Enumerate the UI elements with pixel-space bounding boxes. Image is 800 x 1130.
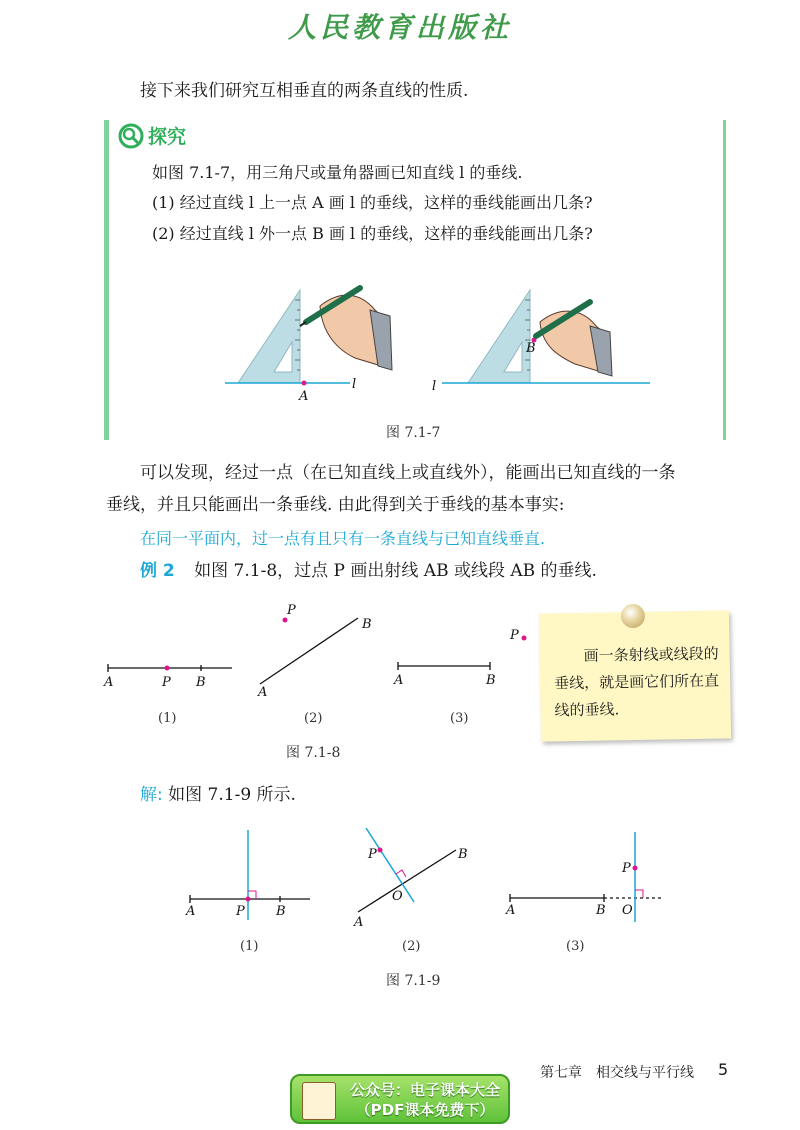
fig9-sub-2: (2) bbox=[402, 939, 421, 954]
example-text: 如图 7.1-8，过点 P 画出射线 AB 或线段 AB 的垂线. bbox=[194, 561, 597, 581]
fig8-2-label-p: P bbox=[287, 603, 296, 618]
fig8-sub-3: (3) bbox=[450, 711, 469, 726]
fig8-2-segment bbox=[260, 618, 358, 684]
figure-7-1-9-caption: 图 7.1-9 bbox=[386, 973, 441, 989]
explore-title-label: 探究 bbox=[148, 126, 187, 148]
discovery-line-2: 垂线，并且只能画出一条垂线. 由此得到关于垂线的基本事实: bbox=[106, 495, 565, 515]
page-number: 5 bbox=[718, 1060, 729, 1079]
solution-text: 如图 7.1-9 所示. bbox=[168, 785, 296, 805]
fig8-3-label-p: P bbox=[510, 628, 519, 643]
explore-line-3: (2) 经过直线 l 外一点 B 画 l 的垂线，这样的垂线能画出几条? bbox=[152, 224, 593, 243]
figure-7-1-8 bbox=[100, 600, 540, 730]
book-icon bbox=[302, 1082, 336, 1120]
label-l-left: l bbox=[352, 377, 357, 392]
fig9-sub-1: (1) bbox=[240, 939, 259, 954]
fig9-1-label-a: A bbox=[186, 904, 196, 919]
publisher-logo-text: 人民教育出版社 bbox=[287, 11, 512, 44]
fig8-1-label-a: A bbox=[104, 675, 114, 690]
explore-title bbox=[118, 122, 186, 149]
example-2 bbox=[140, 556, 597, 586]
sticky-note-text: 画一条射线或线段的垂线，就是画它们所在直线的垂线. bbox=[553, 644, 720, 720]
fig9-2-label-a: A bbox=[354, 915, 364, 930]
fig8-1-label-b: B bbox=[196, 675, 206, 690]
discovery-line-1: 可以发现，经过一点（在已知直线上或直线外），能画出已知直线的一条 bbox=[140, 463, 676, 483]
promo-banner-text bbox=[340, 1080, 510, 1120]
fig9-2-point-p bbox=[378, 848, 383, 853]
fig8-sub-1: (1) bbox=[158, 711, 177, 726]
example-label: 例 2 bbox=[140, 561, 175, 581]
fig8-2-label-a: A bbox=[258, 685, 268, 700]
pushpin-icon bbox=[621, 604, 645, 628]
fig9-2-perpendicular bbox=[366, 828, 414, 902]
label-b: B bbox=[526, 341, 536, 356]
hand-left-illustration bbox=[300, 288, 392, 370]
explore-icon bbox=[118, 123, 144, 149]
fig8-3-label-b: B bbox=[486, 673, 496, 688]
fig9-2-label-b: B bbox=[458, 847, 468, 862]
explore-line-1: 如图 7.1-7，用三角尺或量角器画已知直线 l 的垂线. bbox=[152, 163, 523, 182]
fig9-1-point-p bbox=[246, 897, 251, 902]
fig9-3-point-p bbox=[633, 866, 638, 871]
fig8-2-label-b: B bbox=[362, 617, 372, 632]
fig9-1-label-p: P bbox=[236, 904, 245, 919]
fig9-3-label-p: P bbox=[622, 861, 631, 876]
figure-7-1-7-caption: 图 7.1-7 bbox=[386, 425, 441, 441]
fig8-3-point-p bbox=[522, 636, 527, 641]
fig8-2-point-p bbox=[283, 618, 288, 623]
basic-fact: 在同一平面内，过一点有且只有一条直线与已知直线垂直. bbox=[140, 529, 546, 548]
solution-label: 解: bbox=[140, 785, 163, 805]
point-a bbox=[302, 381, 307, 386]
hand-right-illustration bbox=[536, 302, 612, 376]
promo-banner-line-1: 公众号：电子课本大全 bbox=[349, 1081, 500, 1099]
fig9-1-label-b: B bbox=[276, 904, 286, 919]
fig9-2-label-p: P bbox=[368, 847, 377, 862]
promo-banner[interactable] bbox=[290, 1074, 510, 1124]
sticky-note bbox=[539, 610, 731, 741]
intro-text: 接下来我们研究互相垂直的两条直线的性质. bbox=[140, 81, 469, 101]
fig8-sub-2: (2) bbox=[304, 711, 323, 726]
fig9-3-label-o: O bbox=[622, 903, 633, 918]
fig8-3-label-a: A bbox=[394, 673, 404, 688]
figure-7-1-7 bbox=[210, 270, 680, 410]
fig9-3-right-angle bbox=[635, 890, 643, 898]
label-a: A bbox=[299, 389, 309, 404]
fig9-2-label-o: O bbox=[392, 889, 403, 904]
fig9-sub-3: (3) bbox=[566, 939, 585, 954]
explore-line-2: (1) 经过直线 l 上一点 A 画 l 的垂线，这样的垂线能画出几条? bbox=[152, 193, 593, 212]
fig8-1-point-p bbox=[165, 666, 170, 671]
fig8-1-label-p: P bbox=[162, 675, 171, 690]
figure-7-1-8-caption: 图 7.1-8 bbox=[286, 745, 341, 761]
promo-banner-line-2: （PDF课本免费下） bbox=[355, 1101, 495, 1119]
fig9-3-label-b: B bbox=[596, 903, 606, 918]
label-l-right: l bbox=[432, 379, 437, 394]
figure-7-1-9 bbox=[180, 828, 670, 958]
solution bbox=[140, 780, 296, 810]
footer-chapter: 第七章 相交线与平行线 bbox=[540, 1065, 694, 1081]
fig9-3-label-a: A bbox=[506, 903, 516, 918]
